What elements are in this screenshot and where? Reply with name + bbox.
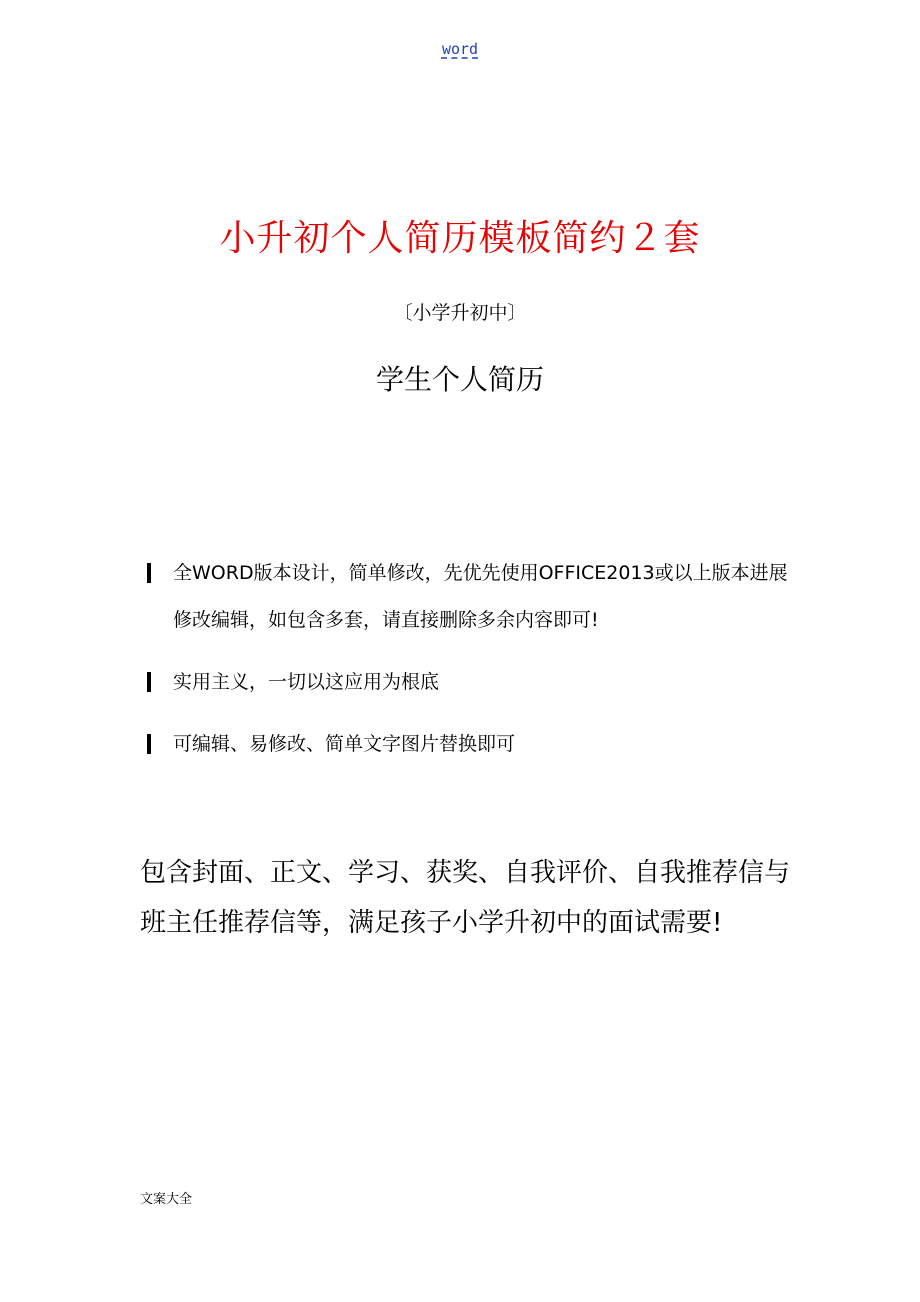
summary-paragraph: 包含封面、正文、学习、获奖、自我评价、自我推荐信与班主任推荐信等，满足孩子小学升初中的面试需要! [140,858,791,938]
feature-list [140,550,800,783]
footer-text: 文案大全 [140,1192,193,1207]
header-word-link[interactable] [0,40,920,58]
list-item-text: 全WORD版本设计，简单修改，先优先使用OFFICE2013或以上版本进展修改编辑，如包含多套，请直接删除多余内容即可! [173,562,788,631]
list-item-text: 实用主义，一切以这应用为根底 [173,671,440,693]
bullet-bar-icon [147,563,151,583]
list-item [140,721,800,768]
bullet-bar-icon [147,734,151,754]
document-title: 小升初个人简历模板简约２套 [219,218,701,259]
document-subtitle: 〔小学升初中〕 [393,302,527,324]
list-item-text: 可编辑、易修改、简单文字图片替换即可 [173,733,516,755]
list-item [140,550,800,644]
section-title: 学生个人简历 [375,363,544,396]
list-item [140,659,800,706]
header-link-text[interactable]: word [441,40,479,58]
bullet-bar-icon [147,672,151,692]
